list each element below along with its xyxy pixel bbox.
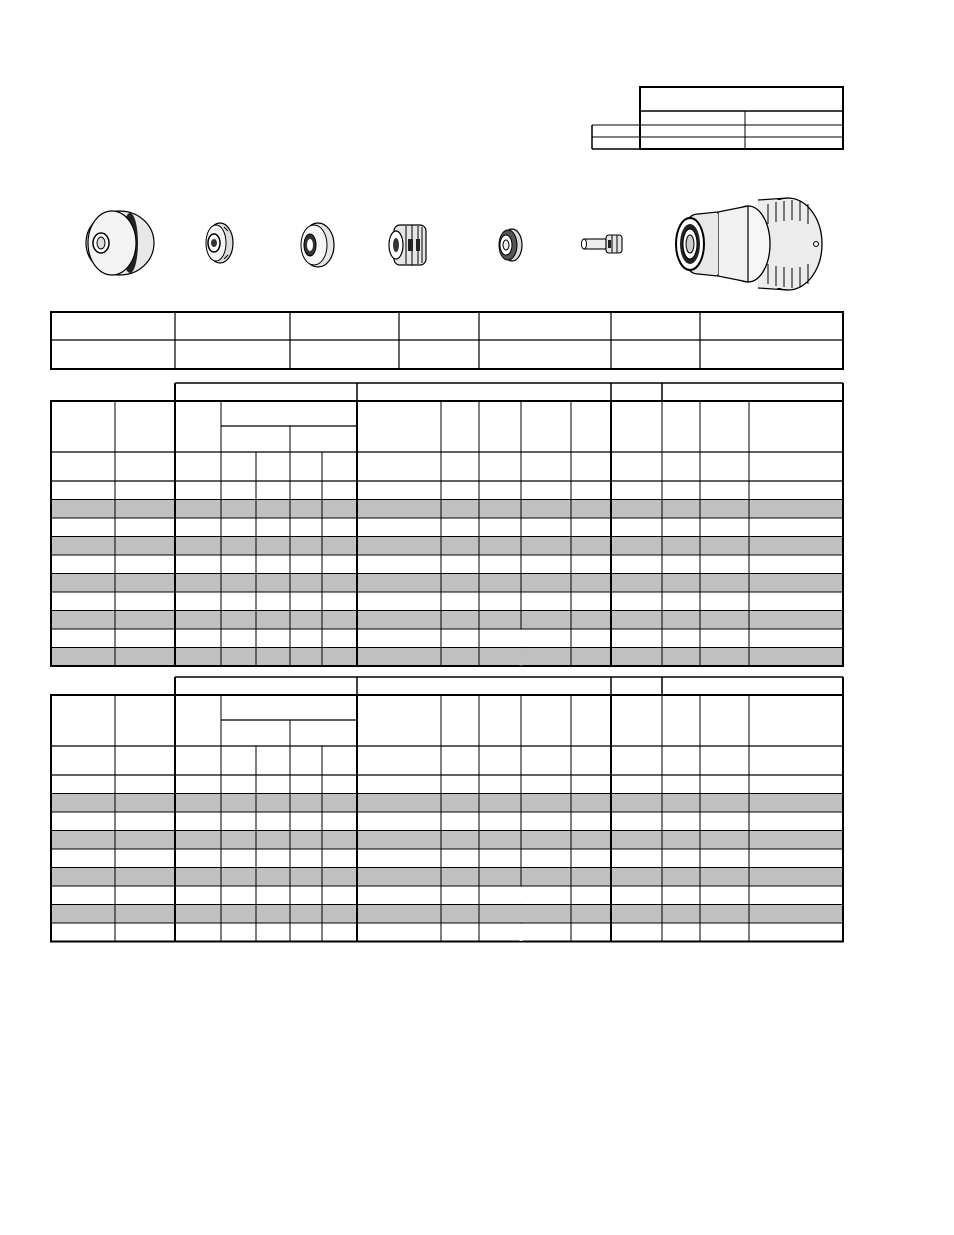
shield-cap-icon — [301, 223, 334, 267]
merged-cell — [520, 924, 523, 941]
merged-cell — [520, 887, 523, 904]
shaded-row — [51, 905, 843, 924]
shield-icon — [86, 211, 154, 275]
shaded-row — [51, 611, 843, 630]
parts-table — [51, 312, 843, 369]
swirl-ring-icon — [389, 225, 426, 265]
reference-table-frame — [640, 87, 843, 149]
merged-cell — [520, 648, 523, 665]
retaining-cap-icon — [206, 223, 233, 263]
shaded-row — [51, 574, 843, 593]
merged-cell — [520, 630, 523, 647]
reference-table — [592, 87, 843, 149]
shaded-row — [51, 537, 843, 556]
shaded-row — [51, 648, 843, 667]
torch-body-icon — [676, 198, 822, 290]
shaded-row — [51, 868, 843, 887]
cut-chart-table-1 — [51, 383, 843, 666]
nozzle-icon — [499, 229, 522, 261]
shaded-row — [51, 794, 843, 813]
electrode-icon — [582, 235, 623, 253]
shaded-row — [51, 500, 843, 519]
merged-cell — [520, 905, 523, 922]
shaded-row — [51, 831, 843, 850]
cut-chart-table-2 — [51, 677, 843, 942]
consumable-parts-row — [86, 198, 822, 290]
